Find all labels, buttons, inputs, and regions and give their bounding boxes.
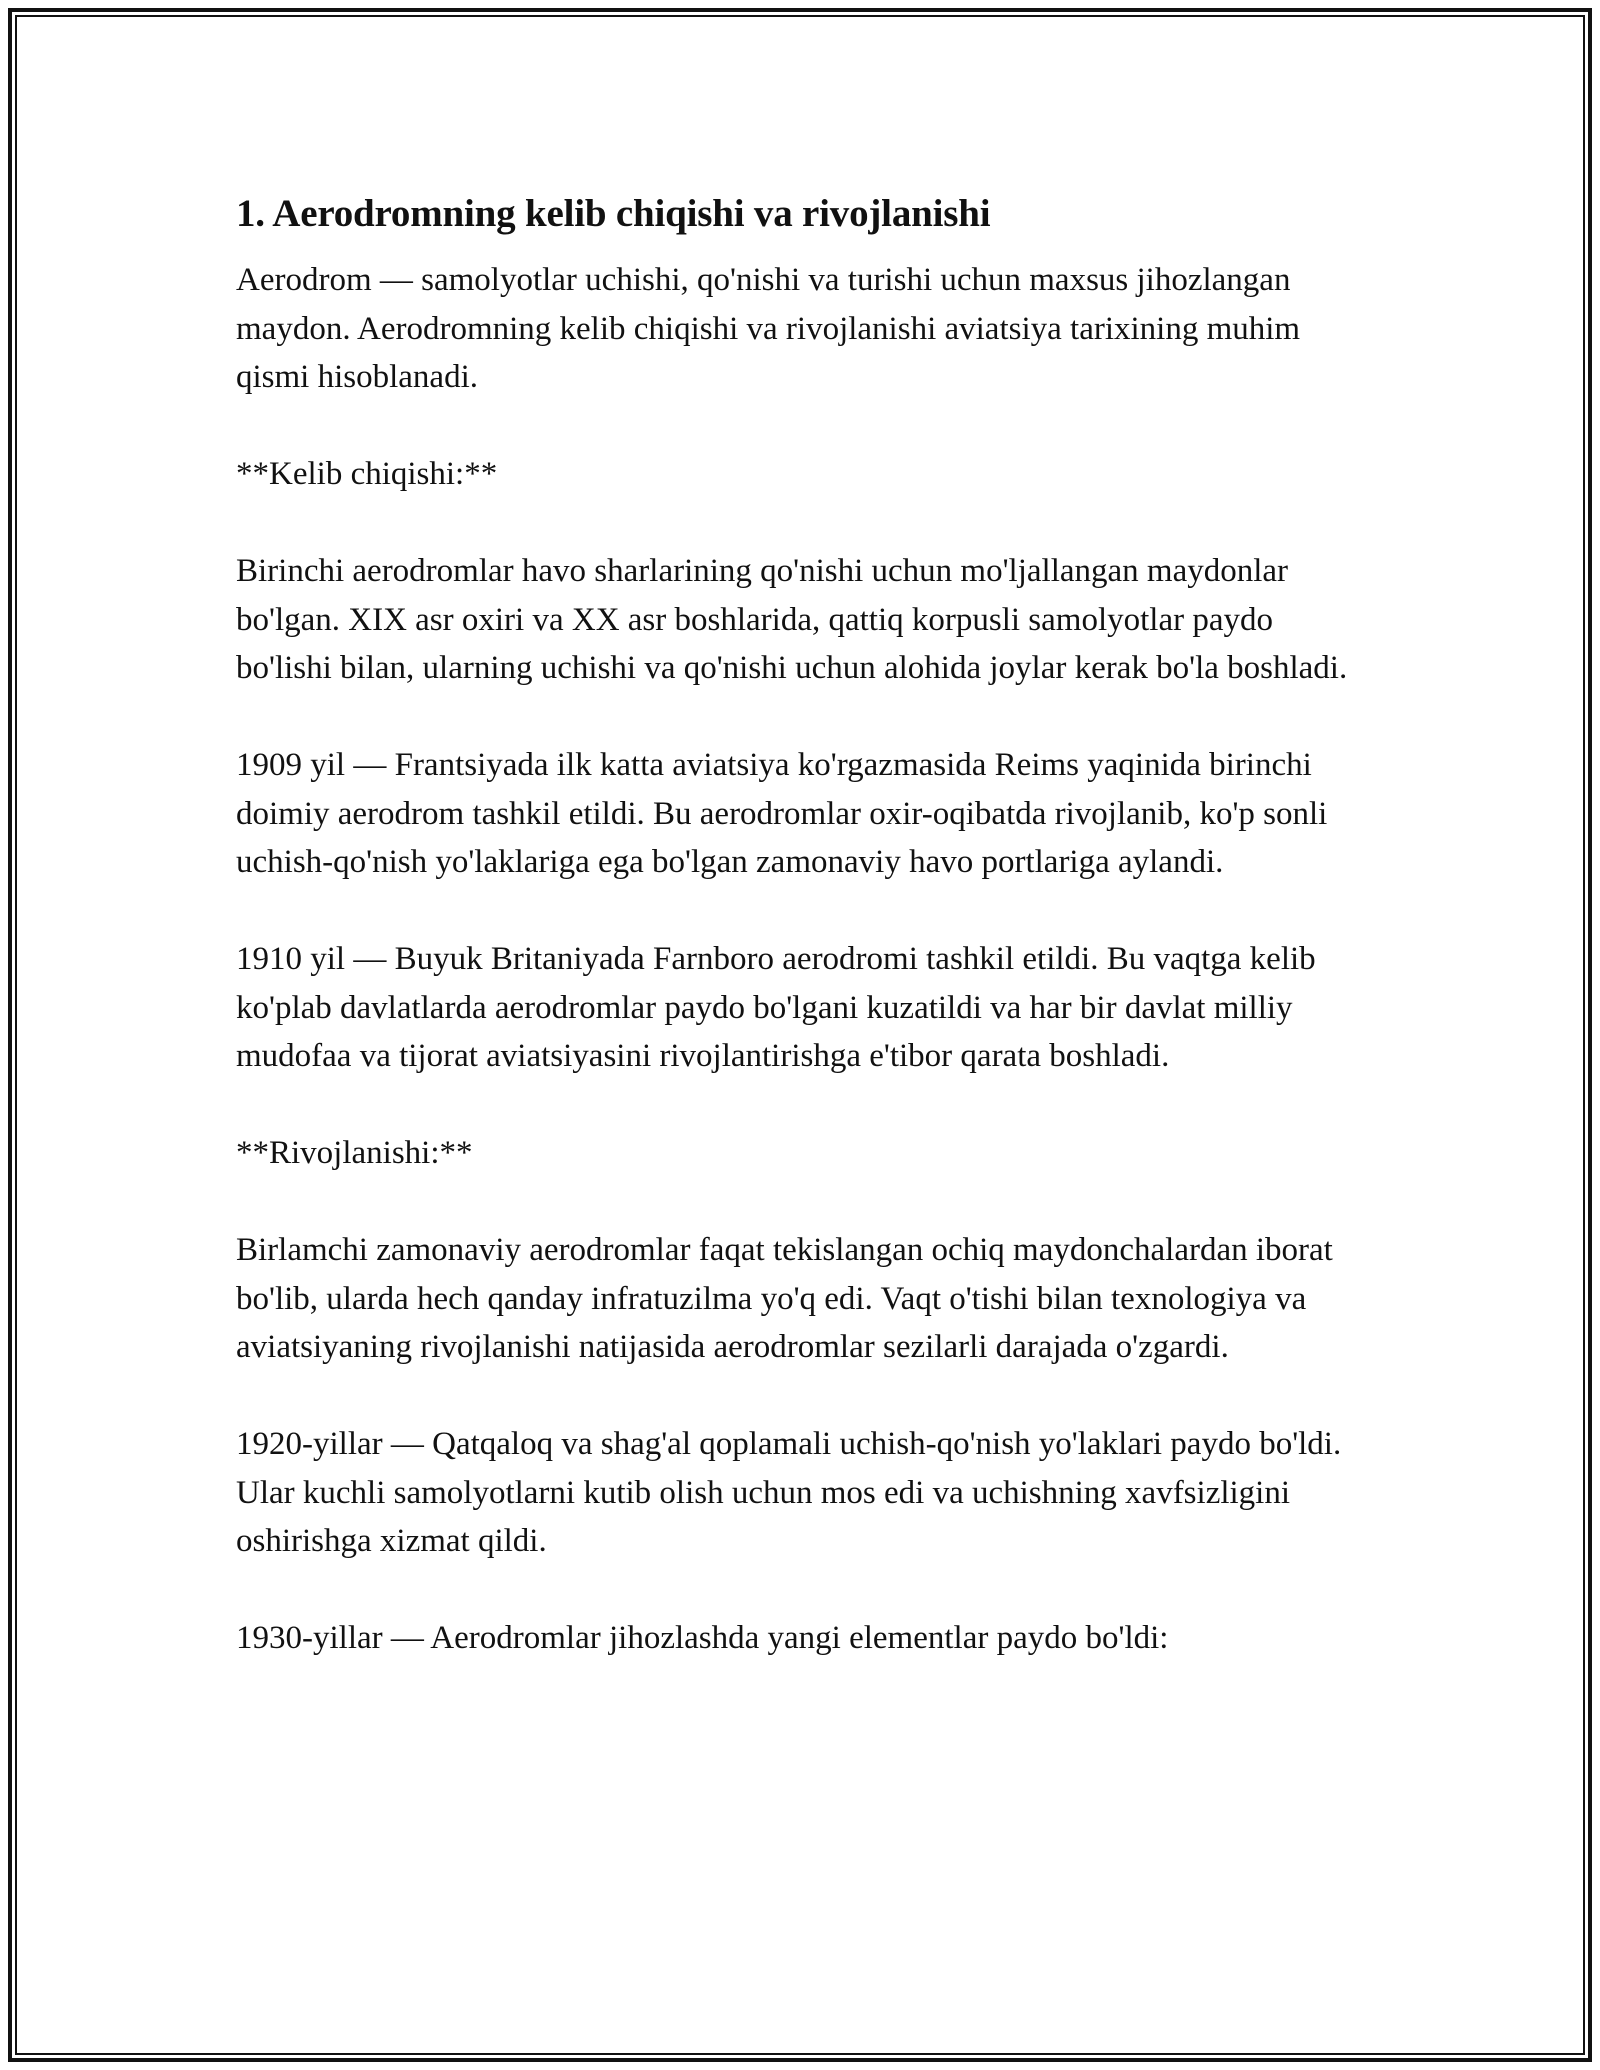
paragraph-early-modern: Birlamchi zamonaviy aerodromlar faqat tekislangan ochiq maydonchalardan iborat bo'lib, ularda hech qanday infratuzilma yo'q edi. Vaqt o'tishi bilan texnologiya va aviatsiyaning rivojlanishi natijasida aerodromlar sezilarli darajada o'zgardi. <box>236 1232 1333 1365</box>
paragraph-first-aerodromes: Birinchi aerodromlar havo sharlarining qo'nishi uchun mo'ljallangan maydonlar bo'lgan. XIX asr oxiri va XX asr boshlarida, qattiq korpusli samolyotlar paydo bo'lishi bilan, ularning uchishi va qo'nishi uchun alohida joylar kerak bo'la boshladi. <box>236 553 1348 686</box>
paragraph-1909: 1909 yil — Frantsiyada ilk katta aviatsiya ko'rgazmasida Reims yaqinida birinchi doimiy aerodrom tashkil etildi. Bu aerodromlar oxir-oqibatda rivojlanib, ko'p sonli uchish-qo'nish yo'laklariga ega bo'lgan zamonaviy havo portlariga aylandi. <box>236 747 1328 880</box>
section-heading-origin: **Kelib chiqishi:** <box>236 456 498 492</box>
document-title: 1. Aerodromning kelib chiqishi va rivojlanishi <box>236 192 991 235</box>
document-body <box>236 186 1376 1711</box>
paragraph-intro: Aerodrom — samolyotlar uchishi, qo'nishi va turishi uchun maxsus jihozlangan maydon. Aerodromning kelib chiqishi va rivojlanishi aviatsiya tarixining muhim qismi hisoblanadi. <box>236 262 1301 395</box>
paragraph-1910: 1910 yil — Buyuk Britaniyada Farnboro aerodromi tashkil etildi. Bu vaqtga kelib ko'plab davlatlarda aerodromlar paydo bo'lgani kuzatildi va har bir davlat milliy mudofaa va tijorat aviatsiyasini rivojlantirishga e'tibor qarata boshladi. <box>236 941 1316 1074</box>
paragraph-1930s: 1930-yillar — Aerodromlar jihozlashda yangi elementlar paydo bo'ldi: <box>236 1620 1169 1656</box>
paragraph-1920s: 1920-yillar — Qatqaloq va shag'al qoplamali uchish-qo'nish yo'laklari paydo bo'ldi. Ular kuchli samolyotlarni kutib olish uchun mos edi va uchishning xavfsizligini oshirishga xizmat qildi. <box>236 1426 1342 1559</box>
section-heading-development: **Rivojlanishi:** <box>236 1135 473 1171</box>
